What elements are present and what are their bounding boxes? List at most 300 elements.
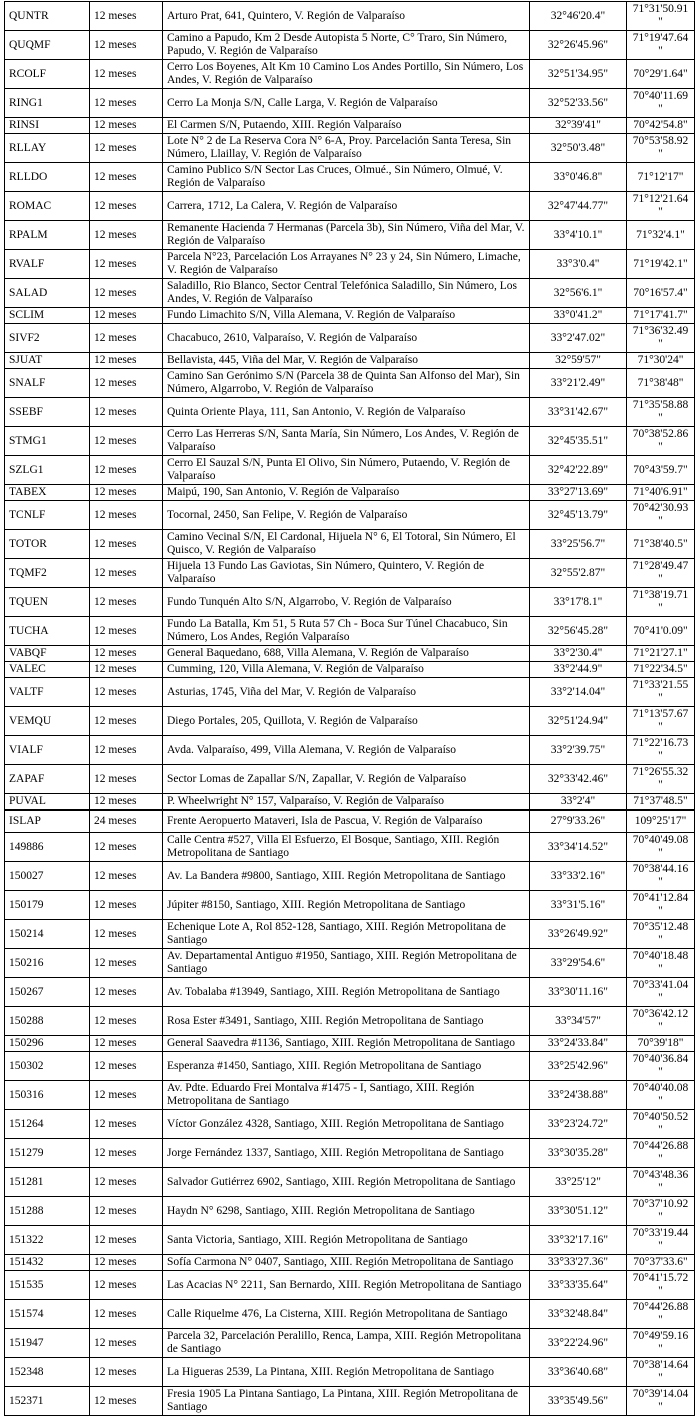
longitude-cell: 70°16'57.4" [627,279,695,308]
duration-cell: 12 meses [90,501,163,530]
table-row [5,1226,695,1255]
station-code-cell: VABQF [5,646,90,662]
latitude-cell: 33°25'12" [530,1168,627,1197]
table-row [5,1358,695,1387]
latitude-cell: 33°2'14.04" [530,678,627,707]
latitude-cell: 33°2'4" [530,794,627,811]
station-code-cell: RINSI [5,118,90,134]
table-row [5,427,695,456]
duration-cell: 12 meses [90,707,163,736]
table-row [5,707,695,736]
latitude-cell: 33°4'10.1" [530,221,627,250]
table-row [5,250,695,279]
address-cell: Jorge Fernández 1337, Santiago, XIII. Región Metropolitana de Santiago [163,1139,530,1168]
table-row [5,2,695,31]
latitude-cell: 33°0'41.2" [530,308,627,324]
station-code-cell: SSEBF [5,398,90,427]
latitude-cell: 32°39'41" [530,118,627,134]
longitude-cell: 70°41'15.72" [627,1271,695,1300]
address-cell: Fundo Limachito S/N, Villa Alemana, V. Región de Valparaíso [163,308,530,324]
station-code-cell: TQUEN [5,588,90,617]
station-code-cell: 150027 [5,862,90,891]
address-cell: Asturias, 1745, Viña del Mar, V. Región de Valparaíso [163,678,530,707]
station-code-cell: TABEX [5,485,90,501]
latitude-cell: 33°30'11.16" [530,978,627,1007]
station-code-cell: ZAPAF [5,765,90,794]
longitude-cell: 71°19'42.1" [627,250,695,279]
duration-cell: 12 meses [90,31,163,60]
station-code-cell: 151535 [5,1271,90,1300]
latitude-cell: 32°59'57" [530,353,627,369]
latitude-cell: 33°30'35.28" [530,1139,627,1168]
longitude-cell: 71°38'48" [627,369,695,398]
address-cell: Camino Vecinal S/N, El Cardonal, Hijuela N° 6, El Totoral, Sin Número, El Quisco, V. Región de Valparaíso [163,530,530,559]
address-cell: Fundo Tunquén Alto S/N, Algarrobo, V. Región de Valparaíso [163,588,530,617]
longitude-cell: 70°40'40.08" [627,1081,695,1110]
duration-cell: 12 meses [90,1052,163,1081]
latitude-cell: 33°23'24.72" [530,1110,627,1139]
latitude-cell: 33°0'46.8" [530,163,627,192]
table-row [5,1300,695,1329]
station-code-cell: TCNLF [5,501,90,530]
duration-cell: 12 meses [90,678,163,707]
latitude-cell: 33°21'2.49" [530,369,627,398]
latitude-cell: 33°24'38.88" [530,1081,627,1110]
duration-cell: 12 meses [90,833,163,862]
duration-cell: 12 meses [90,1168,163,1197]
duration-cell: 12 meses [90,1387,163,1416]
address-cell: General Saavedra #1136, Santiago, XIII. Región Metropolitana de Santiago [163,1036,530,1052]
table-row [5,353,695,369]
address-cell: Calle Riquelme 476, La Cisterna, XIII. Región Metropolitana de Santiago [163,1300,530,1329]
address-cell: Camino a Papudo, Km 2 Desde Autopista 5 Norte, C° Traro, Sin Número, Papudo, V. Región de Valparaíso [163,31,530,60]
longitude-cell: 71°40'6.91" [627,485,695,501]
latitude-cell: 33°2'30.4" [530,646,627,662]
station-code-cell: PUVAL [5,794,90,811]
table-row [5,1007,695,1036]
longitude-cell: 70°36'42.12" [627,1007,695,1036]
address-cell: Las Acacias N° 2211, San Bernardo, XIII. Región Metropolitana de Santiago [163,1271,530,1300]
duration-cell: 12 meses [90,221,163,250]
station-code-cell: STMG1 [5,427,90,456]
longitude-cell: 71°17'41.7" [627,308,695,324]
longitude-cell: 71°26'55.32" [627,765,695,794]
latitude-cell: 33°34'57" [530,1007,627,1036]
table-row [5,678,695,707]
longitude-cell: 70°39'14.04" [627,1387,695,1416]
table-row [5,324,695,353]
table-row [5,221,695,250]
table-row [5,163,695,192]
longitude-cell: 109°25'17" [627,810,695,833]
table-row [5,794,695,811]
latitude-cell: 32°55'2.87" [530,559,627,588]
latitude-cell: 33°25'42.96" [530,1052,627,1081]
longitude-cell: 70°42'54.8" [627,118,695,134]
address-cell: Haydn N° 6298, Santiago, XIII. Región Metropolitana de Santiago [163,1197,530,1226]
longitude-cell: 70°37'33.6" [627,1255,695,1271]
table-row [5,559,695,588]
longitude-cell: 71°28'49.47" [627,559,695,588]
duration-cell: 12 meses [90,1139,163,1168]
address-cell: Av. Pdte. Eduardo Frei Montalva #1475 - I, Santiago, XIII. Región Metropolitana de Santiago [163,1081,530,1110]
duration-cell: 12 meses [90,765,163,794]
address-cell: La Higueras 2539, La Pintana, XIII. Región Metropolitana de Santiago [163,1358,530,1387]
station-code-cell: TQMF2 [5,559,90,588]
table-row [5,1110,695,1139]
station-code-cell: 151281 [5,1168,90,1197]
latitude-cell: 33°32'48.84" [530,1300,627,1329]
longitude-cell: 71°21'27.1" [627,646,695,662]
station-code-cell: 150302 [5,1052,90,1081]
table-row [5,1387,695,1416]
station-code-cell: 151947 [5,1329,90,1358]
duration-cell: 12 meses [90,134,163,163]
duration-cell: 12 meses [90,2,163,31]
latitude-cell: 32°51'24.94" [530,707,627,736]
address-cell: Av. La Bandera #9800, Santiago, XIII. Región Metropolitana de Santiago [163,862,530,891]
duration-cell: 12 meses [90,485,163,501]
address-cell: Cumming, 120, Villa Alemana, V. Región de Valparaíso [163,662,530,678]
address-cell: Víctor González 4328, Santiago, XIII. Región Metropolitana de Santiago [163,1110,530,1139]
table-row [5,765,695,794]
table-row [5,810,695,833]
station-code-cell: VIALF [5,736,90,765]
duration-cell: 12 meses [90,250,163,279]
table-row [5,1197,695,1226]
station-code-cell: RING1 [5,89,90,118]
table-row [5,662,695,678]
latitude-cell: 33°31'42.67" [530,398,627,427]
latitude-cell: 33°22'24.96" [530,1329,627,1358]
longitude-cell: 70°40'36.84" [627,1052,695,1081]
address-cell: Echenique Lote A, Rol 852-128, Santiago, XIII. Región Metropolitana de Santiago [163,920,530,949]
longitude-cell: 70°40'11.69" [627,89,695,118]
latitude-cell: 33°32'17.16" [530,1226,627,1255]
station-code-cell: QUQMF [5,31,90,60]
duration-cell: 12 meses [90,1007,163,1036]
longitude-cell: 70°44'26.88" [627,1139,695,1168]
table-row [5,1168,695,1197]
station-code-cell: SZLG1 [5,456,90,485]
address-cell: Saladillo, Rio Blanco, Sector Central Telefónica Saladillo, Sin Número, Los Andes, V. Región de Valparaíso [163,279,530,308]
table-row [5,1139,695,1168]
station-code-cell: 152371 [5,1387,90,1416]
duration-cell: 12 meses [90,1329,163,1358]
longitude-cell: 70°37'10.92" [627,1197,695,1226]
latitude-cell: 33°31'5.16" [530,891,627,920]
duration-cell: 12 meses [90,1271,163,1300]
address-cell: Maipú, 190, San Antonio, V. Región de Valparaíso [163,485,530,501]
duration-cell: 12 meses [90,353,163,369]
address-cell: Diego Portales, 205, Quillota, V. Región de Valparaíso [163,707,530,736]
longitude-cell: 70°38'52.86" [627,427,695,456]
station-code-cell: TUCHA [5,617,90,646]
longitude-cell: 71°38'40.5" [627,530,695,559]
duration-cell: 12 meses [90,646,163,662]
address-cell: Parcela N°23, Parcelación Los Arrayanes N° 23 y 24, Sin Número, Limache, V. Región de Valparaíso [163,250,530,279]
address-cell: Fresia 1905 La Pintana Santiago, La Pintana, XIII. Región Metropolitana de Santiago [163,1387,530,1416]
longitude-cell: 71°33'21.55" [627,678,695,707]
duration-cell: 12 meses [90,1197,163,1226]
table-row [5,31,695,60]
longitude-cell: 71°36'32.49" [627,324,695,353]
duration-cell: 12 meses [90,324,163,353]
longitude-cell: 71°37'48.5" [627,794,695,811]
table-row [5,1255,695,1271]
latitude-cell: 33°2'39.75" [530,736,627,765]
station-code-cell: 150267 [5,978,90,1007]
latitude-cell: 32°50'3.48" [530,134,627,163]
address-cell: El Carmen S/N, Putaendo, XIII. Región Valparaíso [163,118,530,134]
station-code-cell: ROMAC [5,192,90,221]
latitude-cell: 33°29'54.6" [530,949,627,978]
station-code-cell: RLLAY [5,134,90,163]
station-code-cell: 150316 [5,1081,90,1110]
longitude-cell: 70°43'59.7" [627,456,695,485]
latitude-cell: 33°34'14.52" [530,833,627,862]
latitude-cell: 33°35'49.56" [530,1387,627,1416]
table-row [5,646,695,662]
table-row [5,456,695,485]
latitude-cell: 33°26'49.92" [530,920,627,949]
address-cell: Esperanza #1450, Santiago, XIII. Región Metropolitana de Santiago [163,1052,530,1081]
latitude-cell: 33°25'56.7" [530,530,627,559]
station-code-cell: 151288 [5,1197,90,1226]
longitude-cell: 70°29'1.64" [627,60,695,89]
longitude-cell: 71°12'21.64" [627,192,695,221]
duration-cell: 12 meses [90,949,163,978]
longitude-cell: 70°53'58.92" [627,134,695,163]
table-row [5,89,695,118]
longitude-cell: 70°35'12.48" [627,920,695,949]
duration-cell: 12 meses [90,920,163,949]
address-cell: Camino San Gerónimo S/N (Parcela 38 de Quinta San Alfonso del Mar), Sin Número, Algarrobo, V. Región de Valparaíso [163,369,530,398]
duration-cell: 12 meses [90,559,163,588]
duration-cell: 12 meses [90,1081,163,1110]
duration-cell: 12 meses [90,617,163,646]
station-code-cell: RLLDO [5,163,90,192]
duration-cell: 12 meses [90,1110,163,1139]
longitude-cell: 71°38'19.71" [627,588,695,617]
address-cell: Sector Lomas de Zapallar S/N, Zapallar, V. Región de Valparaíso [163,765,530,794]
latitude-cell: 33°17'8.1" [530,588,627,617]
address-cell: Quinta Oriente Playa, 111, San Antonio, V. Región de Valparaíso [163,398,530,427]
longitude-cell: 71°35'58.88" [627,398,695,427]
address-cell: Avda. Valparaíso, 499, Villa Alemana, V. Región de Valparaíso [163,736,530,765]
duration-cell: 12 meses [90,163,163,192]
table-row [5,369,695,398]
longitude-cell: 70°40'50.52" [627,1110,695,1139]
latitude-cell: 33°24'33.84" [530,1036,627,1052]
address-cell: Bellavista, 445, Viña del Mar, V. Región de Valparaíso [163,353,530,369]
latitude-cell: 32°56'45.28" [530,617,627,646]
station-code-cell: 151574 [5,1300,90,1329]
station-code-cell: RCOLF [5,60,90,89]
latitude-cell: 33°33'27.36" [530,1255,627,1271]
table-row [5,485,695,501]
table-row [5,60,695,89]
table-row [5,736,695,765]
table-row [5,891,695,920]
address-cell: Rosa Ester #3491, Santiago, XIII. Región Metropolitana de Santiago [163,1007,530,1036]
station-code-cell: ISLAP [5,810,90,833]
table-row [5,279,695,308]
duration-cell: 12 meses [90,118,163,134]
address-cell: Chacabuco, 2610, Valparaíso, V. Región de Valparaíso [163,324,530,353]
station-code-cell: VALEC [5,662,90,678]
address-cell: Sofía Carmona N° 0407, Santiago, XIII. Región Metropolitana de Santiago [163,1255,530,1271]
address-cell: General Baquedano, 688, Villa Alemana, V. Región de Valparaíso [163,646,530,662]
latitude-cell: 32°46'20.4" [530,2,627,31]
duration-cell: 12 meses [90,736,163,765]
station-code-cell: 150179 [5,891,90,920]
latitude-cell: 27°9'33.26" [530,810,627,833]
station-code-cell: 149886 [5,833,90,862]
address-cell: Cerro Los Boyenes, Alt Km 10 Camino Los Andes Portillo, Sin Número, Los Andes, V. Región de Valparaíso [163,60,530,89]
table-row [5,1329,695,1358]
longitude-cell: 70°42'30.93" [627,501,695,530]
address-cell: Av. Tobalaba #13949, Santiago, XIII. Región Metropolitana de Santiago [163,978,530,1007]
latitude-cell: 32°47'44.77" [530,192,627,221]
address-cell: Camino Publico S/N Sector Las Cruces, Olmué., Sin Número, Olmué, V. Región de Valparaíso [163,163,530,192]
station-code-cell: 151264 [5,1110,90,1139]
longitude-cell: 71°30'24" [627,353,695,369]
latitude-cell: 33°3'0.4" [530,250,627,279]
station-code-cell: SALAD [5,279,90,308]
station-code-cell: 151279 [5,1139,90,1168]
duration-cell: 12 meses [90,89,163,118]
address-cell: Santa Victoria, Santiago, XIII. Región Metropolitana de Santiago [163,1226,530,1255]
duration-cell: 12 meses [90,60,163,89]
longitude-cell: 70°33'19.44" [627,1226,695,1255]
station-code-cell: 150296 [5,1036,90,1052]
duration-cell: 12 meses [90,1358,163,1387]
longitude-cell: 71°32'4.1" [627,221,695,250]
latitude-cell: 32°56'6.1" [530,279,627,308]
latitude-cell: 32°45'13.79" [530,501,627,530]
station-code-cell: RVALF [5,250,90,279]
station-code-cell: SCLIM [5,308,90,324]
duration-cell: 12 meses [90,427,163,456]
address-cell: Júpiter #8150, Santiago, XIII. Región Metropolitana de Santiago [163,891,530,920]
longitude-cell: 71°22'16.73" [627,736,695,765]
station-code-cell: 150288 [5,1007,90,1036]
address-cell: Hijuela 13 Fundo Las Gaviotas, Sin Número, Quintero, V. Región de Valparaíso [163,559,530,588]
table-row [5,588,695,617]
address-cell: Arturo Prat, 641, Quintero, V. Región de Valparaíso [163,2,530,31]
table-row [5,192,695,221]
table-row [5,501,695,530]
duration-cell: 12 meses [90,1036,163,1052]
duration-cell: 12 meses [90,1255,163,1271]
longitude-cell: 70°38'14.64" [627,1358,695,1387]
table-row [5,530,695,559]
longitude-cell: 70°44'26.88" [627,1300,695,1329]
latitude-cell: 32°51'34.95" [530,60,627,89]
latitude-cell: 33°2'47.02" [530,324,627,353]
duration-cell: 12 meses [90,1226,163,1255]
table-row [5,617,695,646]
latitude-cell: 32°42'22.89" [530,456,627,485]
table-row [5,134,695,163]
latitude-cell: 32°26'45.96" [530,31,627,60]
address-cell: Lote N° 2 de La Reserva Cora N° 6-A, Proy. Parcelación Santa Teresa, Sin Número, Llaillay, V. Región de Valparaíso [163,134,530,163]
longitude-cell: 71°13'57.67" [627,707,695,736]
duration-cell: 12 meses [90,308,163,324]
latitude-cell: 33°30'51.12" [530,1197,627,1226]
latitude-cell: 32°33'42.46" [530,765,627,794]
duration-cell: 12 meses [90,978,163,1007]
table-row [5,1036,695,1052]
address-cell: Remanente Hacienda 7 Hermanas (Parcela 3b), Sin Número, Viña del Mar, V. Región de Valparaíso [163,221,530,250]
station-code-cell: SJUAT [5,353,90,369]
address-cell: Cerro Las Herreras S/N, Santa María, Sin Número, Los Andes, V. Región de Valparaíso [163,427,530,456]
duration-cell: 12 meses [90,192,163,221]
address-cell: Carrera, 1712, La Calera, V. Región de Valparaíso [163,192,530,221]
longitude-cell: 70°41'0.09" [627,617,695,646]
station-code-cell: 151432 [5,1255,90,1271]
address-cell: P. Wheelwright N° 157, Valparaíso, V. Región de Valparaíso [163,794,530,811]
longitude-cell: 71°12'17" [627,163,695,192]
address-cell: Frente Aeropuerto Mataveri, Isla de Pascua, V. Región de Valparaíso [163,810,530,833]
latitude-cell: 33°36'40.68" [530,1358,627,1387]
longitude-cell: 70°40'49.08" [627,833,695,862]
duration-cell: 12 meses [90,1300,163,1329]
longitude-cell: 71°19'47.64" [627,31,695,60]
duration-cell: 12 meses [90,456,163,485]
duration-cell: 12 meses [90,588,163,617]
stations-table-body [5,2,695,1416]
address-cell: Av. Departamental Antiguo #1950, Santiago, XIII. Región Metropolitana de Santiago [163,949,530,978]
station-code-cell: VEMQU [5,707,90,736]
latitude-cell: 33°33'35.64" [530,1271,627,1300]
table-row [5,862,695,891]
longitude-cell: 71°22'34.5" [627,662,695,678]
station-code-cell: TOTOR [5,530,90,559]
table-row [5,1271,695,1300]
duration-cell: 12 meses [90,662,163,678]
longitude-cell: 70°49'59.16" [627,1329,695,1358]
address-cell: Cerro La Monja S/N, Calle Larga, V. Región de Valparaíso [163,89,530,118]
latitude-cell: 33°33'2.16" [530,862,627,891]
longitude-cell: 70°41'12.84" [627,891,695,920]
table-row [5,118,695,134]
table-row [5,308,695,324]
address-cell: Salvador Gutiérrez 6902, Santiago, XIII. Región Metropolitana de Santiago [163,1168,530,1197]
stations-table [4,1,695,1416]
longitude-cell: 70°33'41.04" [627,978,695,1007]
address-cell: Tocornal, 2450, San Felipe, V. Región de Valparaíso [163,501,530,530]
duration-cell: 12 meses [90,891,163,920]
address-cell: Cerro El Sauzal S/N, Punta El Olivo, Sin Número, Putaendo, V. Región de Valparaíso [163,456,530,485]
table-row [5,833,695,862]
table-row [5,949,695,978]
longitude-cell: 71°31'50.91" [627,2,695,31]
station-code-cell: SNALF [5,369,90,398]
duration-cell: 12 meses [90,530,163,559]
duration-cell: 12 meses [90,279,163,308]
table-row [5,1081,695,1110]
station-code-cell: 152348 [5,1358,90,1387]
latitude-cell: 32°52'33.56" [530,89,627,118]
longitude-cell: 70°38'44.16" [627,862,695,891]
address-cell: Fundo La Batalla, Km 51, 5 Ruta 57 Ch - Boca Sur Túnel Chacabuco, Sin Número, Los Andes, Región Valparaíso [163,617,530,646]
table-row [5,920,695,949]
station-code-cell: 150214 [5,920,90,949]
duration-cell: 12 meses [90,794,163,811]
duration-cell: 12 meses [90,398,163,427]
